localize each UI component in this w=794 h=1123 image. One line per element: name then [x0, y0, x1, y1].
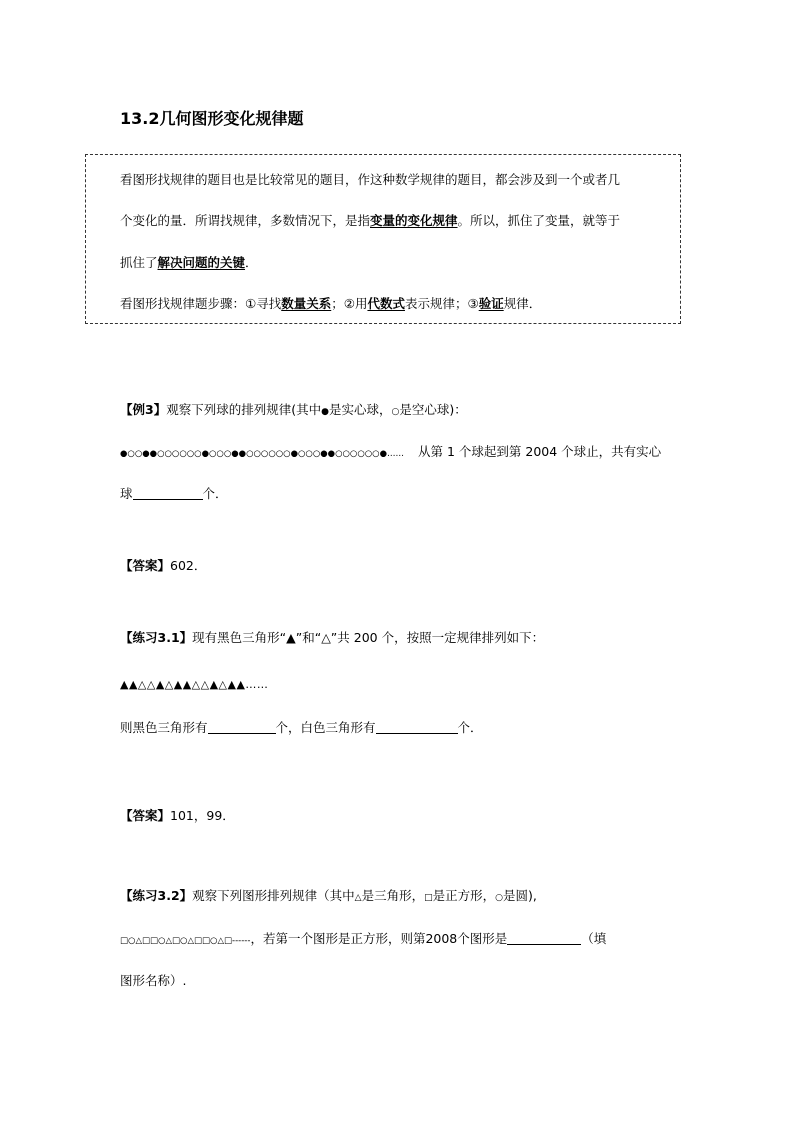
steps-text-a: 看图形找规律题步骤：①寻找 — [120, 296, 282, 311]
practice31-blank-line — [120, 718, 483, 736]
steps-text-g: 规律． — [503, 296, 542, 311]
triangle-symbol: △ — [354, 893, 362, 903]
steps-text-e: 表示规律；③ — [404, 296, 479, 311]
circle-symbol: ○ — [495, 893, 503, 903]
white-count-blank[interactable] — [376, 720, 458, 734]
practice32-q-b: 是三角形， — [361, 888, 425, 903]
intro-line-1: 看图形找规律的题目也是比较常见的题目，作这种数学规律的题目，都会涉及到一个或者几 — [120, 172, 621, 187]
intro-line-2-text-c: 。所以，抓住了变量，就等于 — [457, 213, 621, 228]
intro-line-2-text-a: 个变化的量．所谓找规律，多数情况下，是指 — [120, 213, 371, 228]
steps-text-c: ；②用 — [331, 296, 368, 311]
practice31-blank-a: 则黑色三角形有 — [120, 720, 208, 735]
triangle-sequence: ▲▲△△▲△▲▲△△▲△▲▲…… — [120, 678, 269, 691]
solid-ball-symbol: ● — [321, 407, 329, 417]
practice32-question — [120, 886, 537, 904]
page-title: 13.2几何图形变化规律题 — [120, 109, 304, 128]
example3-label: 【例3】 — [120, 402, 167, 417]
intro-line-3-text-a: 抓住了 — [120, 255, 158, 270]
example3-last-a: 球 — [120, 486, 133, 501]
example3-q-a: 观察下列球的排列规律(其中 — [166, 402, 322, 417]
intro-steps — [120, 294, 541, 312]
example3-q-b: 是实心球， — [328, 402, 392, 417]
practice31-label: 【练习3.1】 — [120, 630, 193, 645]
practice31-answer — [120, 806, 235, 824]
practice32-q-e: ，若第一个图形是正方形，则第2008个图形是 — [250, 931, 508, 946]
hollow-ball-symbol: ○ — [391, 407, 400, 417]
keyword-verify: 验证 — [478, 296, 504, 311]
practice32-q-a: 观察下列图形排列规律（其中 — [192, 888, 355, 903]
example3-q-c: 是空心球)： — [399, 402, 467, 417]
keyword-key-to-solve: 解决问题的关键 — [157, 255, 246, 270]
shape-name-blank[interactable] — [507, 931, 581, 945]
intro-line-2 — [120, 211, 620, 229]
answer-blank[interactable] — [133, 486, 203, 500]
practice31-blank-c: 个． — [457, 720, 483, 735]
practice31-question — [120, 628, 544, 646]
practice32-q-f: （填 — [581, 931, 607, 946]
intro-line-3-text-c: ． — [245, 255, 258, 270]
square-symbol: □ — [424, 893, 433, 903]
practice32-q-d: 是圆), — [503, 888, 537, 903]
example3-blank-line — [120, 484, 228, 502]
example3-answer — [120, 556, 206, 574]
practice32-label: 【练习3.2】 — [120, 888, 193, 903]
black-count-blank[interactable] — [208, 720, 276, 734]
practice32-last-line: 图形名称）. — [120, 973, 187, 988]
example3-last-b: 个． — [202, 486, 228, 501]
keyword-quantity-relation: 数量关系 — [281, 296, 332, 311]
answer-label: 【答案】 — [120, 558, 171, 573]
answer-label: 【答案】 — [120, 808, 171, 823]
practice31-q: 现有黑色三角形“▲”和“△”共 200 个，按照一定规律排列如下： — [192, 630, 545, 645]
ball-sequence: ●○○●●○○○○○○●○○○●●○○○○○○●○○○●●○○○○○○●…… — [120, 449, 405, 459]
practice31-sequence — [120, 676, 268, 691]
keyword-algebraic-expression: 代数式 — [367, 296, 405, 311]
answer-value: 101，99． — [170, 808, 235, 823]
practice31-blank-b: 个，白色三角形有 — [275, 720, 376, 735]
practice32-q-c: 是正方形， — [432, 888, 496, 903]
intro-line-3 — [120, 253, 258, 271]
shape-sequence: □○△□□○△□○△□□○△□------ — [120, 936, 251, 946]
example3-sequence-line — [120, 442, 661, 460]
answer-value: 602． — [170, 558, 207, 573]
practice32-sequence-line — [120, 929, 606, 947]
example3-tail: 从第 1 个球起到第 2004 个球止，共有实心 — [418, 444, 662, 459]
example3-question — [120, 400, 467, 418]
keyword-variable-rule: 变量的变化规律 — [370, 213, 458, 228]
